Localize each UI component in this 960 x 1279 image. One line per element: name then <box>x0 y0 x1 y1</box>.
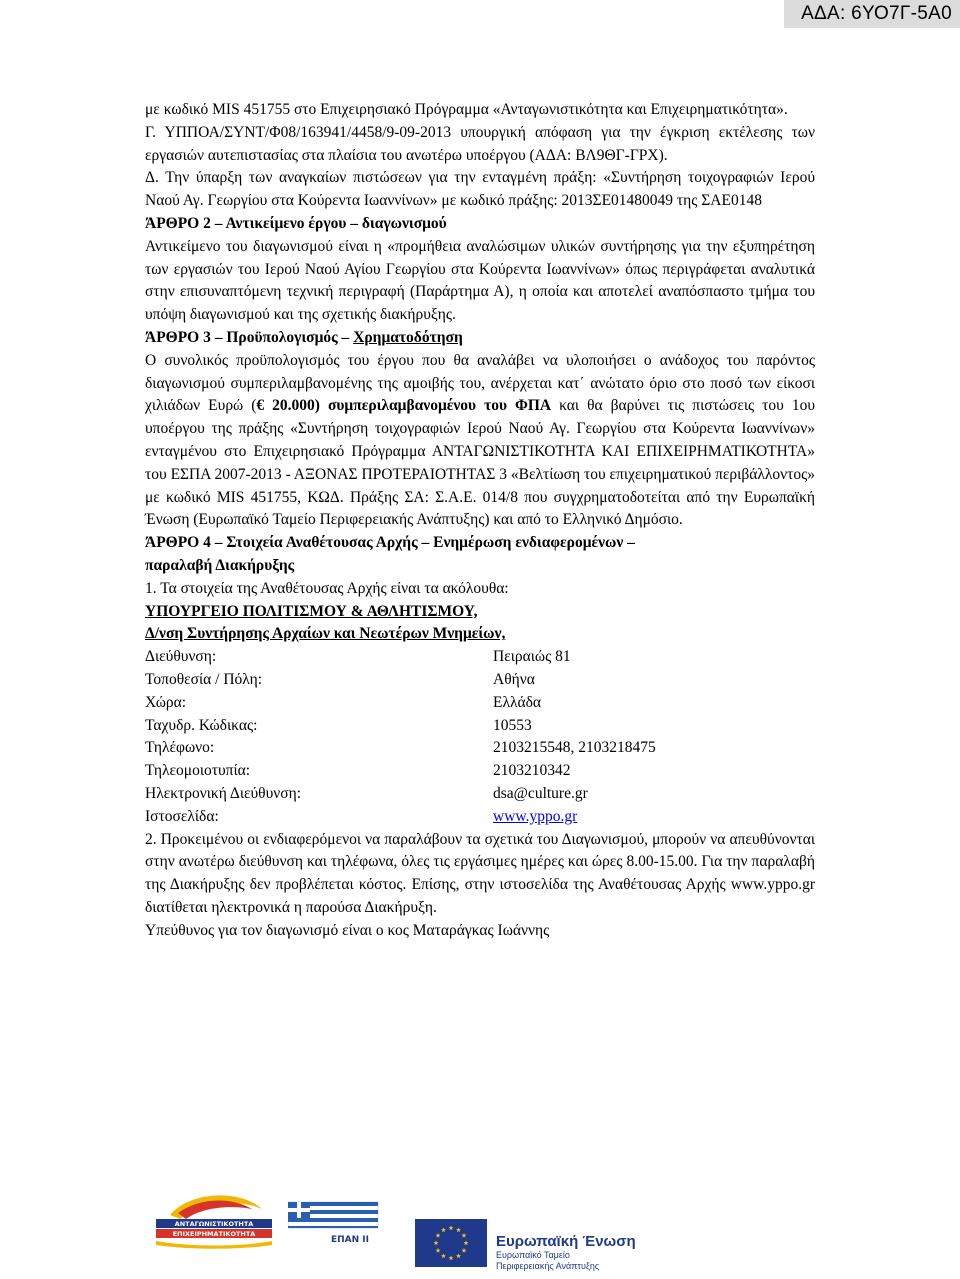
detail-label: Τηλεομοιοτυπία: <box>145 762 251 780</box>
competitiveness-text-1: ΑΝΤΑΓΩΝΙΣΤΙΚΟΤΗΤΑ <box>174 1220 254 1228</box>
detail-row <box>145 806 815 829</box>
espa-text: ΕΠΑΝ II <box>330 1235 370 1245</box>
article-3-body-post: και θα βαρύνει τις πιστώσεις του 1ου υποέργου της πράξης «Συντήρηση τοιχογραφιών Ιερού Ναού Αγ. Γεωργίου στα Κούρεντα Ιωαννίνων» ενταγμένου στο Επιχειρησιακό Πρόγραμμα ΑΝΤΑΓΩΝΙΣΤΙΚΟΤΗΤΑ ΚΑΙ ΕΠΙΧΕΙΡΗΜΑΤΙΚΟΤΗΤΑ» του ΕΣΠΑ 2007-2013 - ΑΞΟΝΑΣ ΠΡΟΤΕΡΑΙΟΤΗΤΑΣ 3 «Βελτίωση του επιχειρηματικού περιβάλλοντος» με κωδικό MIS 451755, ΚΩΔ. Πράξης ΣΑ: Σ.Α.Ε. 014/8 που συγχρηματοδοτείται από την Ευρωπαϊκή Ένωση (Ευρωπαϊκό Ταμείο Περιφερειακής Ανάπτυξης) και από το Ελληνικό Δημόσιο. <box>145 397 816 529</box>
intro-paragraph-1: με κωδικό MIS 451755 στο Επιχειρησιακό Πρόγραμμα «Ανταγωνιστικότητα και Επιχειρηματικότητα». <box>145 101 788 118</box>
article-2-body: Αντικείμενο του διαγωνισμού είναι η «προμήθεια αναλώσιμων υλικών συντήρησης για την εξυπηρέτηση των εργασιών του Ιερού Ναού Αγίου Γεωργίου στα Κούρεντα Ιωαννίνων» όπως περιγράφεται αναλυτικά στην επισυναπτόμενη τεχνική περιγραφή (Παράρτημα Α), η οποία και αποτελεί αναπόσπαστο τμήμα του υπόψη διαγωνισμού και της σχετικής διακήρυξης. <box>145 237 815 324</box>
detail-row <box>145 715 815 738</box>
article-3-heading <box>145 327 815 350</box>
authority-name: ΥΠΟΥΡΓΕΙΟ ΠΟΛΙΤΙΣΜΟΥ & ΑΘΛΗΤΙΣΜΟΥ, <box>145 602 478 620</box>
article-4-responsible: Υπεύθυνος για τον διαγωνισμό είναι ο κος Mαταράγκας Ιωάννης <box>145 921 550 939</box>
greece-espa-logo <box>288 1180 394 1248</box>
article-3-body-amount: € 20.000) συμπεριλαμβανομένου του ΦΠΑ <box>256 397 552 415</box>
detail-value: Ελλάδα <box>493 693 542 711</box>
intro-paragraph-3: Δ. Την ύπαρξη των αναγκαίων πιστώσεων για την ενταγμένη πράξη: «Συντήρηση τοιχογραφιών Ιερού Ναού Αγ. Γεωργίου στα Κούρεντα Ιωαννίνων» με κωδικό πράξης: 2013ΣΕ01480049 της ΣΑΕ0148 <box>145 169 815 210</box>
detail-row <box>145 783 815 806</box>
ada-stamp: ΑΔΑ: 6ΥΟ7Γ-5Α0 <box>784 0 960 28</box>
detail-label: Ταχυδρ. Κώδικας: <box>145 716 258 734</box>
competitiveness-logo <box>150 1189 278 1251</box>
article-3-body-pre: Ο συνολικός προϋπολογισμός του έργου που θα αναλάβει να υλοποιήσει ο ανάδοχος του παρόντος διαγωνισμού συμπεριλαμβανομένης της αμοιβής του, ανέρχεται κατ΄ ανώτατο όριο στο ποσό των είκοσι χιλιάδων Ευρώ ( <box>145 351 815 415</box>
detail-value-email[interactable]: dsa@culture.gr <box>493 784 588 802</box>
article-3-body <box>145 350 815 532</box>
detail-row <box>145 646 815 669</box>
eu-caption-fund-2: Περιφερειακής Ανάπτυξης <box>496 1261 600 1271</box>
competitiveness-text-2: ΕΠΙΧΕΙΡΗΜΑΤΙΚΟΤΗΤΑ <box>172 1230 256 1238</box>
detail-value: Αθήνα <box>493 670 535 688</box>
detail-label: Χώρα: <box>145 693 187 711</box>
article-4-item-2: 2. Προκειμένου οι ενδιαφερόμενοι να παραλάβουν τα σχετικά του Διαγωνισμού, μπορούν να απευθύνονται στην ανωτέρω διεύθυνση και τηλέφωνα, όλες τις εργάσιμες ημέρες και ώρες 8.00-15.00. Για την παραλαβή της Διακήρυξης δεν προβλέπεται κόστος. Επίσης, στην ιστοσελίδα της Αναθέτουσας Αρχής www.yppo.gr διατίθεται ηλεκτρονικά η παρούσα Διακήρυξη. <box>145 830 815 916</box>
detail-label: Τοποθεσία / Πόλη: <box>145 670 263 688</box>
eu-flag-icon <box>415 1219 487 1267</box>
article-3-heading-part2: Χρηματοδότηση <box>353 328 463 346</box>
eu-caption-title: Ευρωπαϊκή Ένωση <box>496 1233 636 1250</box>
article-4-item-1: 1. Τα στοιχεία της Αναθέτουσας Αρχής είναι τα ακόλουθα: <box>145 579 509 597</box>
article-2-heading: ΆΡΘΡΟ 2 – Αντικείμενο έργου – διαγωνισμού <box>145 214 447 232</box>
detail-row <box>145 692 815 715</box>
detail-value: 10553 <box>493 716 532 734</box>
article-4-heading-line1: ΆΡΘΡΟ 4 – Στοιχεία Αναθέτουσας Αρχής – Ενημέρωση ενδιαφερομένων – <box>145 534 635 552</box>
eu-caption-fund: Ευρωπαϊκό Ταμείο <box>496 1250 570 1260</box>
detail-value: 2103210342 <box>493 762 571 780</box>
footer-logos <box>120 1156 720 1279</box>
article-4-heading-line2: παραλαβή Διακήρυξης <box>145 556 295 574</box>
detail-label: Τηλέφωνο: <box>145 739 215 757</box>
detail-row <box>145 737 815 760</box>
detail-row <box>145 760 815 783</box>
document-body <box>145 99 815 942</box>
detail-row <box>145 669 815 692</box>
detail-label: Ηλεκτρονική Διεύθυνση: <box>145 784 302 802</box>
detail-label: Διεύθυνση: <box>145 648 217 666</box>
authority-directorate: Δ/νση Συντήρησης Αρχαίων και Νεωτέρων Μνημείων, <box>145 625 506 643</box>
detail-value: Πειραιώς 81 <box>493 648 571 666</box>
detail-value: 2103215548, 2103218475 <box>493 739 656 757</box>
intro-paragraph-2: Γ. ΥΠΠΟΑ/ΣΥΝΤ/Φ08/163941/4458/9-09-2013 υπουργική απόφαση για την έγκριση εκτέλεσης των εργασιών αυτεπιστασίας στα πλαίσια του ανωτέρω υποέργου (ΑΔΑ: ΒΛ9ΘΓ-ΓΡΧ). <box>145 123 815 164</box>
article-3-heading-part1: ΆΡΘΡΟ 3 – Προϋπολογισμός – <box>145 328 350 346</box>
detail-label: Ιστοσελίδα: <box>145 807 219 825</box>
authority-details <box>145 646 815 828</box>
website-link[interactable]: www.yppo.gr <box>493 807 578 825</box>
eu-caption <box>496 1234 636 1272</box>
